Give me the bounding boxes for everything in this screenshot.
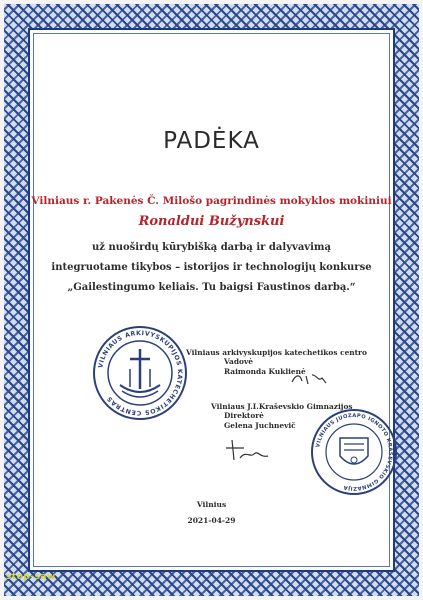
place: Vilnius: [196, 500, 227, 509]
signature-2: [222, 438, 272, 464]
signatory-1-organization: Vilniaus arkivyskupijos katechetikos centro: [186, 348, 367, 357]
certificate-title: PADĖKA: [163, 128, 260, 154]
signatory-2-organization: Vilniaus J.I.Kraševskio Gimnazijos: [211, 402, 353, 411]
signatory-1-name: Raimonda Kuklienė: [224, 366, 306, 376]
seal-text-2: VILNIAUS JUOZAPO IGNOTO KRAŠEVSKIO GIMNAZIJA: [315, 412, 394, 492]
seal-text-1: VILNIAUS ARKIVYSKUPIJOS KATECHETIKOS CENTRAS: [97, 329, 184, 417]
text-line-2: integruotame tikybos – istorijos ir technologijų konkurse: [51, 262, 372, 273]
watermark: stop-saw: [6, 572, 56, 582]
signatory-2-name: Gelena Juchnevič: [224, 420, 296, 430]
katechetikos-centras-seal: [92, 325, 188, 421]
signatory-1-block: [186, 348, 367, 376]
signature-1: [290, 372, 330, 386]
text-line-1: už nuoširdų kūrybišką darbą ir dalyvavimą: [92, 242, 331, 253]
date: 2021-04-29: [187, 516, 236, 525]
gimnazija-seal: [310, 408, 398, 496]
signatory-1-role: Vadovė: [224, 357, 253, 367]
text-line-3: „Gailestingumo keliais. Tu baigsi Faustinos darbą.“: [67, 282, 356, 293]
school-line: Vilniaus r. Pakenės Č. Milošo pagrindinės mokyklos mokiniui: [31, 195, 392, 207]
signatory-2-role: Direktorė: [224, 411, 264, 421]
recipient-name: Ronaldui Bužynskui: [138, 214, 285, 229]
